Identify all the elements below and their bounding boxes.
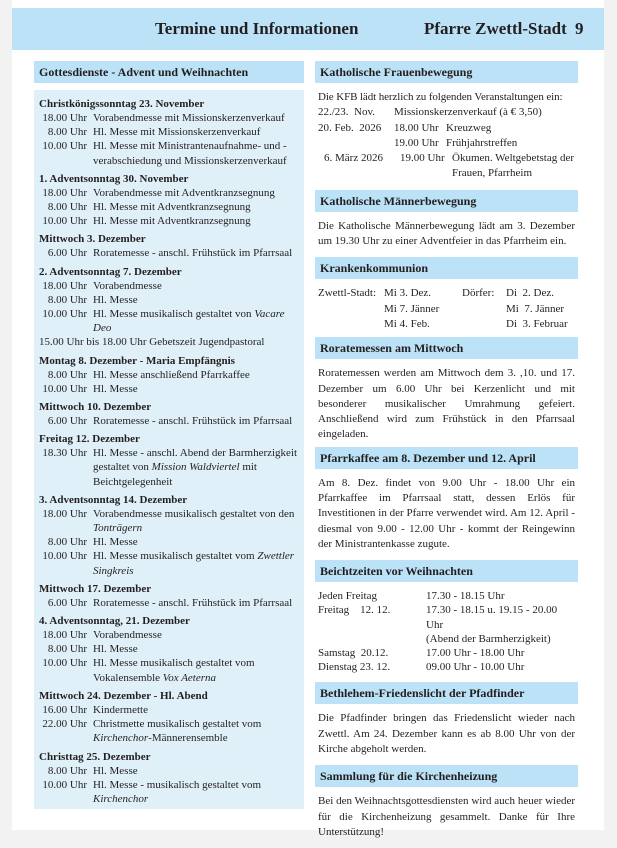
spacer [462,317,506,332]
section-heading-kmb: Katholische Männerbewegung [315,190,578,212]
service-description [93,139,300,167]
friedenslicht-text: Die Pfadfinder bringen das Friedenslicht wieder nach Zwettl. Am 24. Dezember kann es ab 8.00 Uhr von der Kirche abgeholt werden. [318,712,575,756]
spacer [462,302,506,317]
service-time: 18.00 Uhr [42,112,87,124]
kfb-date [318,136,394,151]
service-day-title: Christkönigssonntag 23. November [39,98,205,110]
service-performer: Vox Aeterna [162,671,217,684]
beichtzeit-day: Jeden Freitag [318,590,377,603]
service-text: Roratemesse - anschl. Frühstück im Pfarrsaal [93,247,293,260]
service-description [93,778,300,806]
section-heading-sammlung: Sammlung für die Kirchenheizung [315,765,578,787]
doerfer-date: Di 3. Februar [506,317,568,330]
service-time: 8.00 Uhr [47,643,87,656]
kfb-text: Ökumen. Weltgebetstag der Frauen, Pfarrheim [452,152,575,180]
section-heading-friedenslicht: Bethlehem-Friedenslicht der Pfadfinder [315,682,578,704]
service-text: Roratemesse - anschl. Frühstück im Pfarrsaal [93,415,293,428]
service-day-title: 3. Adventsonntag 14. Dezember [39,493,188,506]
service-text-after: mit Beichtgelegenheit [93,461,257,488]
service-item [39,596,300,610]
service-item [39,279,300,293]
service-time: 10.00 Uhr [42,140,87,153]
service-text: Hl. Messe - musikalisch gestaltet vom [93,778,262,791]
service-text: Vorabendmesse musikalisch gestaltet von den [93,507,295,520]
kfb-text: Missionskerzenverkauf (à € 3,50) [394,106,542,119]
doerfer-date: Mi 7. Jänner [506,302,565,315]
service-time: 8.00 Uhr [47,368,87,381]
page-header [12,8,604,50]
pfarrkaffee-text: Am 8. Dez. findet von 9.00 Uhr - 18.00 Uhr ein Pfarrkaffee im Pfarrsaal statt, dessen Erlös für Investitionen in der Pfarre verwendet wird. Am 12. April - diesmal von 9.00 - 12.00 Uhr - kommt der Reingewinn der Ministrantenkasse zugute. [318,476,575,550]
service-performer: Kirchenchor [93,792,149,805]
spacer [318,317,384,332]
service-text: 15.00 Uhr bis 18.00 Uhr Gebetszeit Jugendpastoral [39,336,265,349]
service-day-title: Montag 8. Dezember - Maria Empfängnis [39,354,235,367]
spacer [318,302,384,317]
service-time: 18.00 Uhr [42,186,87,199]
kfb-time: 19.00 Uhr [394,136,439,149]
krankenkommunion-section [315,279,578,337]
stadt-date: Mi 3. Dez. [384,287,432,300]
service-item [39,200,300,214]
service-time: 18.00 Uhr [42,279,87,292]
service-description [93,703,300,717]
beichtzeit-time: 09.00 Uhr - 10.00 Uhr [426,661,525,674]
beichtzeit-row [318,632,575,646]
service-time: 6.00 Uhr [47,415,87,428]
service-item [39,778,300,806]
service-time: 18.00 Uhr [42,507,87,520]
service-item [39,656,300,684]
doerfer-date: Di 2. Dez. [506,287,554,300]
beichtzeit-day: Samstag 20.12. [318,647,389,660]
beichtzeit-day [318,632,426,646]
service-item [39,335,300,349]
service-text: Hl. Messe [93,643,138,656]
service-day-title: 4. Adventsonntag, 21. Dezember [39,615,190,628]
service-day-title: 2. Adventsonntag 7. Dezember [39,265,182,278]
service-text: Hl. Messe - anschl. Abend der Barmherzigkeit gestaltet von [93,447,298,474]
kfb-text: Kreuzweg [446,121,492,134]
kfb-events [318,105,575,181]
rorate-text: Roratemessen werden am Mittwoch dem 3. ,10. und 17. Dezember um 6.00 Uhr bei Kerzenlicht und mit besonderer musikalischer Umrahmung gefeiert. Anschließend wird zum Frühstück in den Pfarrsaal eingeladen. [318,367,575,441]
service-description [93,293,300,307]
page-title: Termine und Informationen [155,19,359,38]
service-description [93,446,300,489]
service-item [39,382,300,396]
service-item [39,717,300,745]
kfb-date: 22./23. Nov. [318,106,376,119]
service-item [39,186,300,200]
service-description [93,186,300,200]
service-item [39,703,300,717]
kfb-event [318,105,575,120]
service-description [93,111,300,125]
kfb-date: 6. März 2026 [324,152,383,165]
service-time: 6.00 Uhr [47,596,87,609]
service-text: Hl. Messe [93,293,138,306]
beichtzeit-row [318,660,575,674]
service-time: 10.00 Uhr [42,657,87,670]
service-time: 10.00 Uhr [42,550,87,563]
service-day-title: Mittwoch 3. Dezember [39,233,146,246]
beichtzeit-row [318,646,575,660]
service-day-title: Mittwoch 17. Dezember [39,582,152,595]
service-description [93,246,300,260]
service-text: Christmette musikalisch gestaltet vom [93,718,262,731]
kfb-event [318,151,575,182]
section-heading-rorate: Roratemessen am Mittwoch [315,337,578,359]
kfb-event [318,136,575,151]
service-description [93,535,300,549]
service-text: Kindermette [93,703,148,716]
service-text: Roratemesse - anschl. Frühstück im Pfarrsaal [93,596,293,609]
kfb-date: 20. Feb. 2026 [318,121,382,134]
service-day-title: Mittwoch 10. Dezember [39,401,152,414]
section-heading-kfb: Katholische Frauenbewegung [315,61,578,83]
krankenkommunion-dates [318,286,575,332]
stadt-date: Mi 4. Feb. [384,317,430,330]
service-day-title: Mittwoch 24. Dezember - Hl. Abend [39,689,208,702]
service-description [93,307,300,335]
service-day-title: 1. Adventsonntag 30. November [39,172,189,185]
kfb-event [318,121,575,136]
service-item [39,246,300,260]
service-time: 10.00 Uhr [42,308,87,321]
page-number: 9 [575,19,584,38]
service-performer: Vacare Deo [93,308,285,335]
beichtzeit-time: (Abend der Barmherzigkeit) [426,632,551,645]
service-text: Hl. Messe mit Missionskerzenverkauf [93,126,261,139]
sammlung-text: Bei den Weihnachtsgottesdiensten wird auch heuer wieder für die Kirchenheizung gesammelt. Danke für Ihre Unterstützung! [318,795,575,838]
service-description [93,125,300,139]
service-day-title: Christtag 25. Dezember [39,750,151,763]
service-text-after: -Männerensemble [148,732,228,745]
service-time: 16.00 Uhr [42,703,87,716]
service-description [93,368,300,382]
service-text: Vorabendmesse [93,279,162,292]
service-description [93,414,300,428]
service-item [39,549,300,577]
service-item [39,642,300,656]
service-time: 6.00 Uhr [47,247,87,260]
doerfer-label: Dörfer: [462,287,495,300]
service-description [93,596,300,610]
section-heading-gottesdienste: Gottesdienste - Advent und Weihnachten [34,61,304,83]
service-text: Vorabendmesse mit Missionskerzenverkauf [93,112,285,124]
service-performer: Kirchenchor [93,732,149,745]
service-text: Hl. Messe anschließend Pfarrkaffee [93,368,250,381]
service-description [39,335,300,349]
service-text: Hl. Messe musikalisch gestaltet vom [93,550,255,563]
service-text: Hl. Messe musikalisch gestaltet von [93,308,252,321]
service-text: Hl. Messe [93,382,138,395]
section-heading-krankenkommunion: Krankenkommunion [315,257,578,279]
service-description [93,549,300,577]
service-time: 8.00 Uhr [47,536,87,549]
service-description [93,656,300,684]
section-heading-pfarrkaffee: Pfarrkaffee am 8. Dezember und 12. April [315,447,578,469]
service-time: 10.00 Uhr [42,215,87,228]
service-description [93,717,300,745]
service-text: Hl. Messe musikalisch gestaltet vom Vokalensemble [93,657,255,684]
kfb-time: 19.00 Uhr [400,152,445,165]
service-performer: Zwettler Singkreis [93,550,295,577]
stadt-label: Zwettl-Stadt: [318,287,377,300]
service-description [93,200,300,214]
services-list [34,90,304,809]
beichtzeit-time: 17.30 - 18.15 u. 19.15 - 20.00 Uhr [426,604,558,631]
beichtzeit-time: 17.30 - 18.15 Uhr [426,590,505,603]
service-item [39,446,300,489]
service-time: 18.00 Uhr [42,629,87,642]
services-column [34,61,304,809]
service-description [93,214,300,228]
service-description [93,279,300,293]
service-item [39,628,300,642]
service-text: Hl. Messe [93,536,138,549]
service-item [39,125,300,139]
service-time: 10.00 Uhr [42,778,87,791]
service-item [39,535,300,549]
beichtzeit-day: Dienstag 23. 12. [318,661,391,674]
section-heading-beichtzeiten: Beichtzeiten vor Weihnachten [315,560,578,582]
service-item [39,139,300,167]
service-item [39,764,300,778]
service-description [93,382,300,396]
service-item [39,507,300,535]
service-item [39,368,300,382]
kfb-section [315,83,578,190]
service-item [39,293,300,307]
service-time: 8.00 Uhr [47,293,87,306]
service-text: Hl. Messe mit Adventkranzsegnung [93,215,251,228]
service-item [39,214,300,228]
service-time: 8.00 Uhr [47,126,87,139]
service-description [93,507,300,535]
newsletter-page [12,0,604,838]
kfb-intro: Die KFB lädt herzlich zu folgenden Veranstaltungen ein: [318,91,563,103]
service-text: Vorabendmesse [93,629,162,642]
service-time: 22.00 Uhr [42,718,87,731]
service-performer: Tonträgern [93,522,143,535]
service-item [39,414,300,428]
service-text: Vorabendmesse mit Adventkranzsegnung [93,186,275,199]
service-time: 8.00 Uhr [47,201,87,214]
service-item [39,307,300,335]
service-item [39,111,300,125]
service-performer: Mission Waldviertel [151,461,240,474]
kfb-time: 18.00 Uhr [394,121,439,134]
kmb-text: Die Katholische Männerbewegung lädt am 3. Dezember um 19.30 Uhr zu einer Adventfeier in das Pfarrheim ein. [318,219,575,248]
beichtzeit-row [318,603,575,631]
service-description [93,764,300,778]
kfb-text: Frühjahrstreffen [446,136,518,149]
info-column [315,61,578,848]
stadt-date: Mi 7. Jänner [384,302,440,315]
service-description [93,628,300,642]
parish-name: Pfarre Zwettl-Stadt [424,19,567,38]
service-time: 10.00 Uhr [42,382,87,395]
service-time: 18.30 Uhr [42,447,87,460]
beichtzeiten-list [315,582,578,682]
service-text: Hl. Messe mit Ministrantenaufnahme- und -verabschiedung und Missionskerzenverkauf [93,140,287,167]
service-text: Hl. Messe mit Adventkranzsegnung [93,201,251,214]
service-time: 8.00 Uhr [47,764,87,777]
service-day-title: Freitag 12. Dezember [39,433,140,446]
service-text: Hl. Messe [93,764,138,777]
beichtzeit-row [318,589,575,603]
service-description [93,642,300,656]
beichtzeit-time: 17.00 Uhr - 18.00 Uhr [426,647,525,660]
beichtzeit-day: Freitag 12. 12. [318,604,391,617]
